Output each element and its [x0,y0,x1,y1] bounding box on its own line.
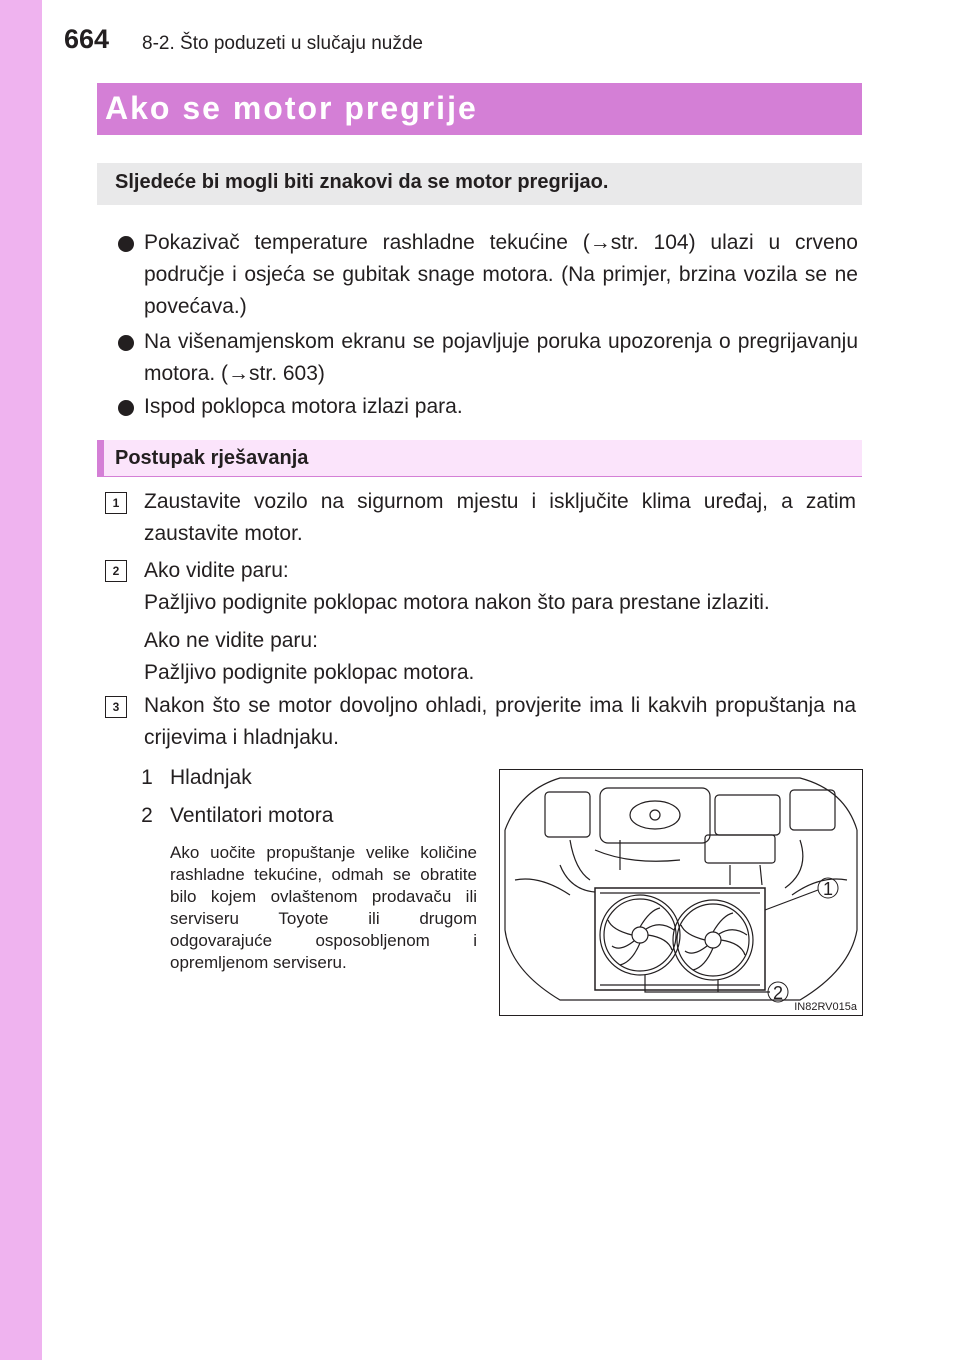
title-bar [97,83,862,135]
step-text [144,555,856,689]
engine-bay-drawing [500,770,862,1015]
section-title: Postupak rješavanja [115,447,309,469]
step-line: Ako vidite paru: [144,559,289,582]
intro-box [97,163,862,205]
step-line: Ako ne vidite paru: [144,629,318,652]
bullet-text: Pokazivač temperature rashladne tekućine (→str. 104) ulazi u crveno područje i osjeća se gubitak snage motora. (Na primjer, brzina vozila se ne povećava.) [144,231,858,318]
section-heading [97,440,862,477]
intro-text: Sljedeće bi mogli biti znakovi da se motor pregrijao. [115,171,609,193]
figure-code: IN82RV015a [794,1001,857,1013]
callout-label: Ventilatori motora [170,804,334,827]
bullet-dot [118,236,134,252]
step-line: Pažljivo podignite poklopac motora. [144,661,475,684]
step-text: Zaustavite vozilo na sigurnom mjestu i isključite klima uređaj, a zatim zaustavite motor. [144,490,856,545]
note-text: Ako uočite propuštanje velike količine rashladne tekućine, odmah se obratite bilo kojem ovlaštenom prodavaču ili serviseru Toyote ili drugom odgovarajuće osposobljenom i opremljenom serviseru. [170,843,477,972]
section-accent [97,440,104,476]
chapter-title: 8-2. Što poduzeti u slučaju nužde [142,33,423,54]
bullet-dot [118,400,134,416]
callout-label: Hladnjak [170,766,252,789]
figure-label: 1 [823,879,834,899]
step-line: Pažljivo podignite poklopac motora nakon što para prestane izlaziti. [144,591,770,614]
figure-label: 2 [773,983,784,1003]
step-number: 3 [105,696,127,718]
engine-bay-illustration [499,769,863,1016]
step-number: 1 [105,492,127,514]
step-number: 2 [105,560,127,582]
bullet-item [118,326,858,390]
page-title: Ako se motor pregrije [105,90,478,126]
side-tab [0,0,42,1360]
bullet-text: Ispod poklopca motora izlazi para. [144,395,463,418]
bullet-item [118,227,858,323]
step-text: Nakon što se motor dovoljno ohladi, provjerite ima li kakvih propuštanja na crijevima i hladnjaku. [144,694,856,749]
bullet-item [118,391,858,423]
callout-number: 1 [141,766,153,789]
callout-number: 2 [141,804,153,827]
bullet-text: Na višenamjenskom ekranu se pojavljuje poruka upozorenja o pregrijavanju motora. (→str. 603) [144,330,858,385]
page-number: 664 [64,24,110,54]
bullet-dot [118,335,134,351]
